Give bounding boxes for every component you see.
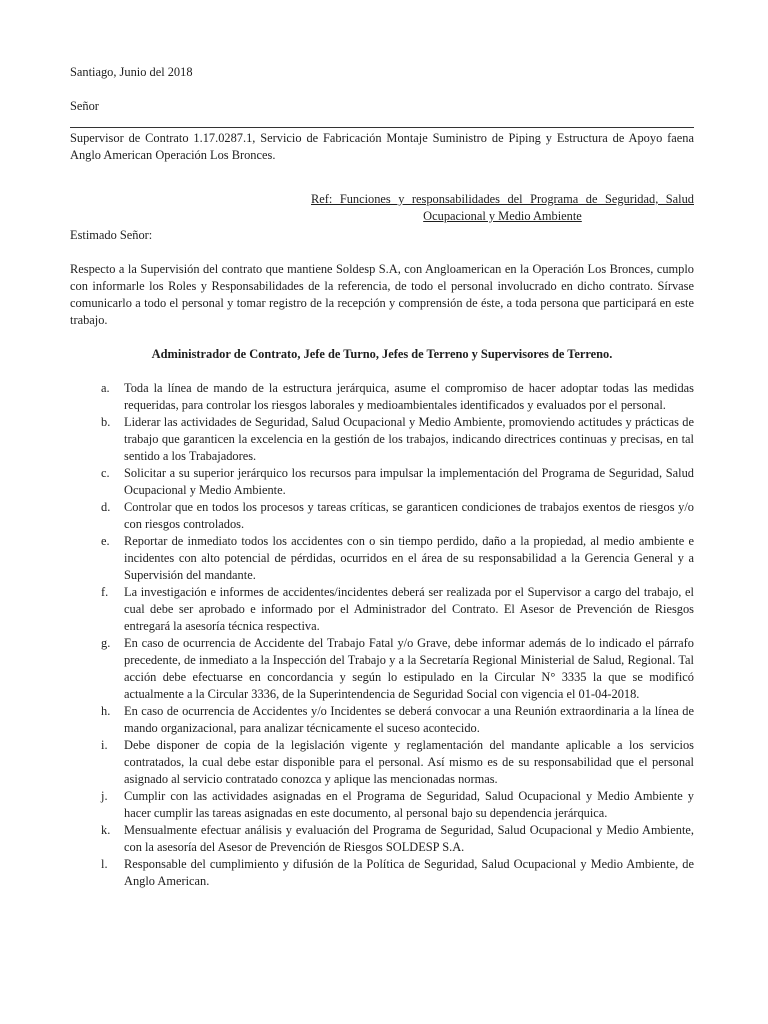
item-text: En caso de ocurrencia de Accidente del Trabajo Fatal y/o Grave, debe informar además de lo indicado el párrafo precedente, de inmediato a la Inspección del Trabajo y a la Secretaría Regional Ministerial de Salud, Regional. Tal acción debe efectuarse en concordancia y según lo estipulado en la Circular N° 3335 la que se modificó actualmente a la Circular 3336, de la Superintendencia de Seguridad Social con vigencia el 01-04-2018. — [124, 636, 694, 701]
item-text: Solicitar a su superior jerárquico los recursos para impulsar la implementación del Programa de Seguridad, Salud Ocupacional y Medio Ambiente. — [124, 466, 694, 497]
list-item — [70, 737, 694, 788]
item-text: Responsable del cumplimiento y difusión de la Política de Seguridad, Salud Ocupacional y Medio Ambiente, de Anglo American. — [124, 857, 694, 888]
item-text: Toda la línea de mando de la estructura jerárquica, asume el compromiso de hacer adoptar todas las medidas requeridas, para controlar los riesgos laborales y medioambientales identificados y evaluados por el personal. — [124, 381, 694, 412]
item-text: Reportar de inmediato todos los accidentes con o sin tiempo perdido, daño a la propiedad, al medio ambiente e incidentes con alto potencial de pérdidas, ocurridos en el área de su responsabilidad a la Gerencia General y a Supervisión del mandante. — [124, 534, 694, 582]
item-letter: k. — [101, 823, 111, 837]
list-item — [70, 380, 694, 414]
list-item — [70, 465, 694, 499]
list-item — [70, 822, 694, 856]
item-text: Controlar que en todos los procesos y tareas críticas, se garanticen condiciones de trabajos exentos de riesgos y/o con riesgos controlados. — [124, 500, 694, 531]
list-item — [70, 584, 694, 635]
item-letter: e. — [101, 534, 110, 548]
list-item — [70, 788, 694, 822]
item-text: Mensualmente efectuar análisis y evaluación del Programa de Seguridad, Salud Ocupacional y Medio Ambiente, con la asesoría del Asesor de Prevención de Riesgos SOLDESP S.A. — [124, 823, 694, 854]
reference-line: Ref: Funciones y responsabilidades del Programa de Seguridad, Salud Ocupacional y Medio Ambiente — [311, 192, 694, 223]
item-letter: a. — [101, 381, 110, 395]
list-item — [70, 414, 694, 465]
recipient-rule — [70, 127, 694, 128]
item-letter: g. — [101, 636, 111, 650]
item-text: Debe disponer de copia de la legislación vigente y reglamentación del mandante aplicable a los servicios contratados, la cual debe estar disponible para el personal. Así mismo es de su responsabilidad que el personal asignado al servicio contratado conozca y aplique las mencionadas normas. — [124, 738, 694, 786]
recipient-line: Supervisor de Contrato 1.17.0287.1, Servicio de Fabricación Montaje Suministro de Piping y Estructura de Apoyo faena Anglo American Operación Los Bronces. — [70, 131, 694, 162]
list-item — [70, 703, 694, 737]
section-heading: Administrador de Contrato, Jefe de Turno, Jefes de Terreno y Supervisores de Terreno. — [151, 347, 613, 361]
item-letter: f. — [101, 585, 109, 599]
responsibilities-list — [70, 380, 694, 890]
item-text: En caso de ocurrencia de Accidentes y/o Incidentes se deberá convocar a una Reunión extraordinaria a la línea de mando organizacional, para analizar técnicamente el suceso acontecido. — [124, 704, 694, 735]
intro-paragraph: Respecto a la Supervisión del contrato que mantiene Soldesp S.A, con Angloamerican en la Operación Los Bronces, cumplo con informarle los Roles y Responsabilidades de la referencia, de todo el personal involucrado en dicho contrato. Sírvase comunicarlo a todo el personal y tomar registro de la recepción y comprensión de éste, a toda persona que participará en este trabajo. — [70, 262, 694, 327]
item-letter: j. — [101, 789, 108, 803]
list-item — [70, 499, 694, 533]
item-letter: h. — [101, 704, 111, 718]
item-text: La investigación e informes de accidentes/incidentes deberá ser realizada por el Supervisor a cargo del trabajo, el cual debe ser aprobado e informado por el Administrador del Contrato. El Asesor de Prevención de Riesgos entregará la asesoría técnica respectiva. — [124, 585, 694, 633]
item-letter: c. — [101, 466, 110, 480]
item-letter: d. — [101, 500, 111, 514]
date-line: Santiago, Junio del 2018 — [70, 65, 193, 79]
list-item — [70, 856, 694, 890]
list-item — [70, 635, 694, 703]
item-letter: l. — [101, 857, 108, 871]
item-text: Liderar las actividades de Seguridad, Salud Ocupacional y Medio Ambiente, promoviendo actitudes y prácticas de trabajo que garanticen la excelencia en la gestión de los trabajos, indicando directrices continuas y precisas, en tal sentido a los Trabajadores. — [124, 415, 694, 463]
salutation: Señor — [70, 99, 99, 113]
letter-document — [70, 64, 694, 890]
item-letter: i. — [101, 738, 108, 752]
item-text: Cumplir con las actividades asignadas en el Programa de Seguridad, Salud Ocupacional y Medio Ambiente y hacer cumplir las tareas asignadas en este documento, al personal bajo su dependencia jerárquica. — [124, 789, 694, 820]
item-letter: b. — [101, 415, 111, 429]
greeting: Estimado Señor: — [70, 228, 153, 242]
list-item — [70, 533, 694, 584]
